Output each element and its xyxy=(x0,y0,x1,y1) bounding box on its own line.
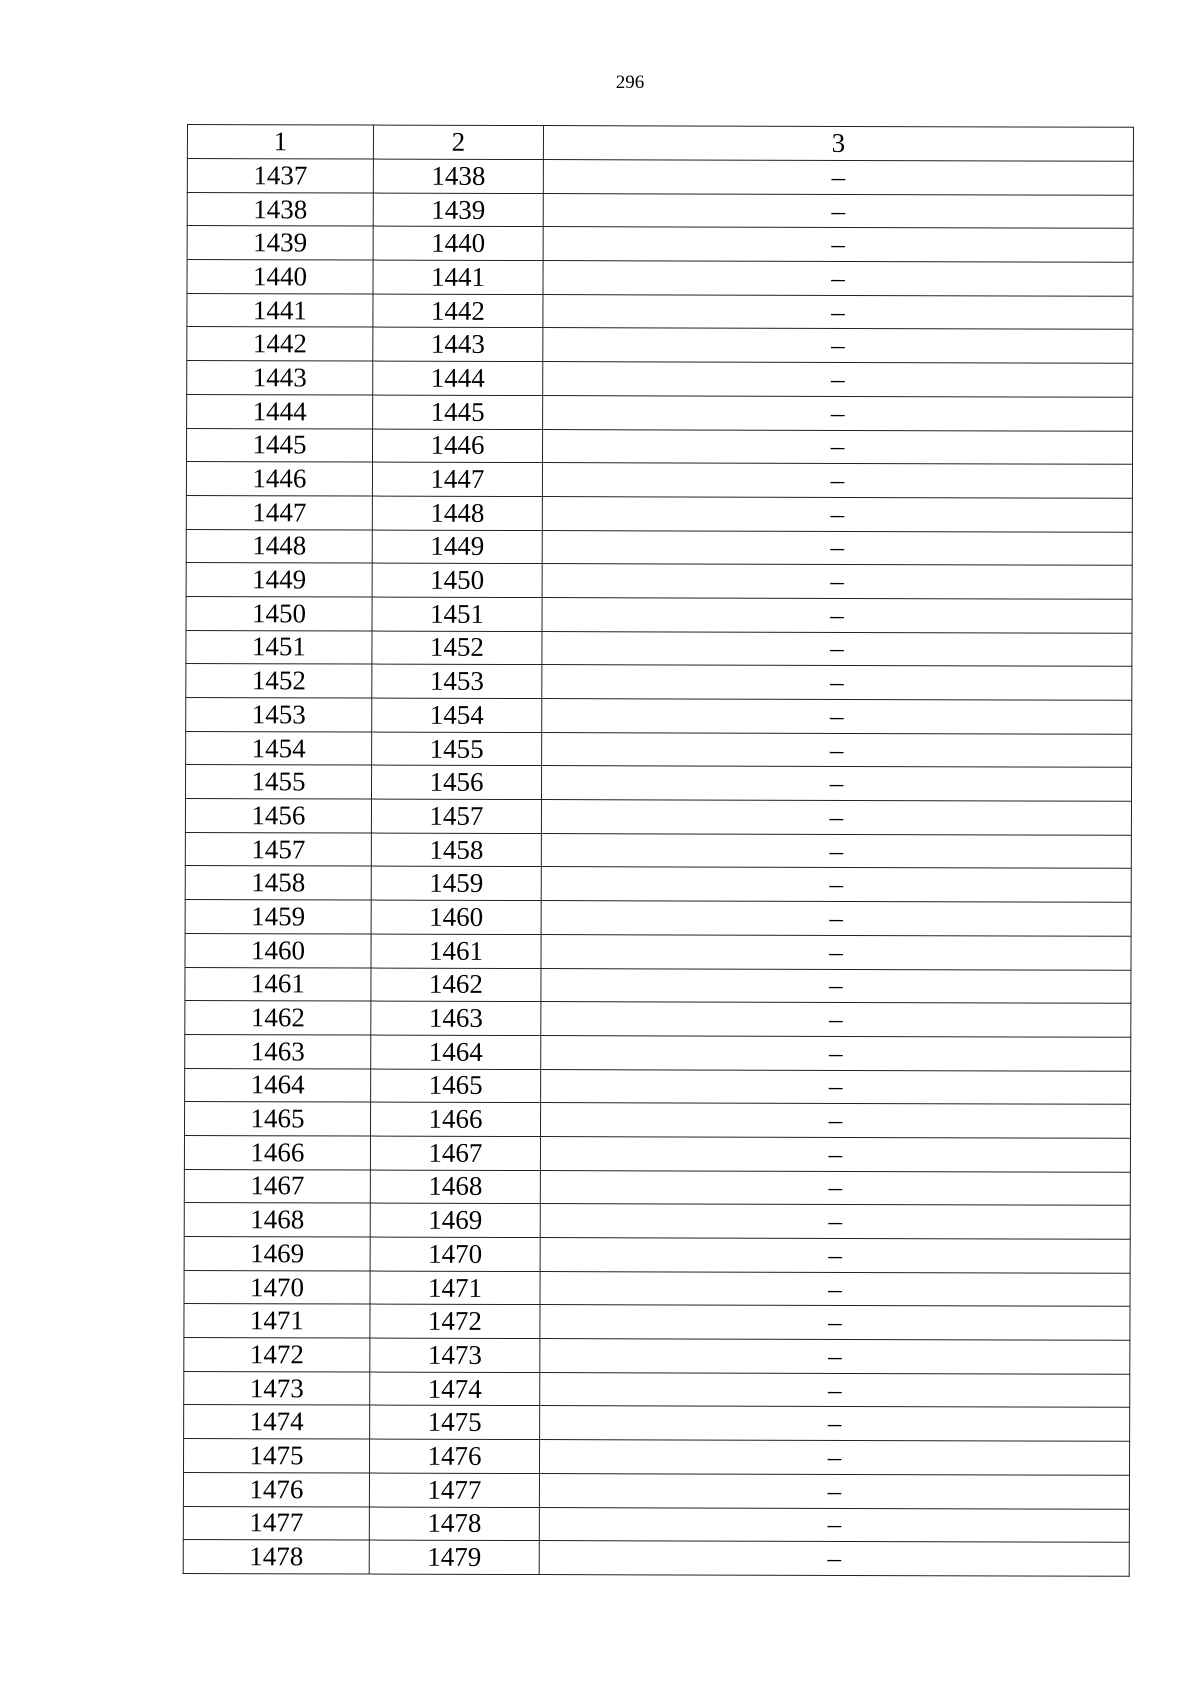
table-cell-col3: – xyxy=(541,1002,1131,1037)
table-body xyxy=(183,159,1133,1577)
table-cell-col3: – xyxy=(543,294,1133,329)
table-cell-col1: 1463 xyxy=(185,1034,371,1068)
table-cell-col1: 1456 xyxy=(185,799,371,833)
table-row xyxy=(183,1472,1129,1508)
table-cell-col3: – xyxy=(542,699,1132,734)
data-table xyxy=(183,124,1134,1577)
table-cell-col1: 1443 xyxy=(187,361,373,395)
table-cell-col1: 1465 xyxy=(184,1102,370,1136)
table-cell-col3: – xyxy=(542,429,1132,464)
table-cell-col1: 1442 xyxy=(187,327,373,361)
table-cell-col1: 1447 xyxy=(186,495,372,529)
table-row xyxy=(185,799,1131,835)
table-cell-col3: – xyxy=(540,1406,1130,1441)
table-cell-col3: – xyxy=(542,631,1132,666)
table-cell-col3: – xyxy=(543,160,1133,195)
table-cell-col1: 1457 xyxy=(185,832,371,866)
table-cell-col2: 1461 xyxy=(371,934,541,968)
table-row xyxy=(187,192,1133,228)
table-cell-col2: 1464 xyxy=(371,1035,541,1069)
table-row xyxy=(184,1203,1130,1239)
table-cell-col1: 1452 xyxy=(186,664,372,698)
table-cell-col3: – xyxy=(543,227,1133,262)
table-cell-col1: 1437 xyxy=(187,159,373,193)
table-row xyxy=(183,1506,1129,1542)
table-row xyxy=(186,495,1132,531)
table-cell-col1: 1438 xyxy=(187,192,373,226)
table-cell-col3: – xyxy=(541,1035,1131,1070)
table-cell-col2: 1438 xyxy=(373,159,543,193)
table-cell-col3: – xyxy=(540,1238,1130,1273)
table-cell-col1: 1477 xyxy=(183,1506,369,1540)
table-cell-col2: 1463 xyxy=(371,1001,541,1035)
table-cell-col3: – xyxy=(541,766,1131,801)
table-cell-col2: 1441 xyxy=(373,260,543,294)
table-row xyxy=(184,1270,1130,1306)
table-cell-col2: 1472 xyxy=(370,1304,540,1338)
table-row xyxy=(187,361,1133,397)
table-cell-col1: 1462 xyxy=(185,1001,371,1035)
table-cell-col2: 1462 xyxy=(371,968,541,1002)
table-cell-col3: – xyxy=(542,732,1132,767)
table-cell-col3: – xyxy=(540,1305,1130,1340)
table-row xyxy=(184,1102,1130,1138)
table-cell-col2: 1459 xyxy=(371,866,541,900)
table-row xyxy=(186,529,1132,565)
page-number: 296 xyxy=(615,72,645,93)
table-row xyxy=(185,933,1131,969)
table-cell-col3: – xyxy=(541,934,1131,969)
table-cell-col1: 1475 xyxy=(183,1439,369,1473)
table-cell-col1: 1440 xyxy=(187,260,373,294)
table-row xyxy=(184,1169,1130,1205)
table-cell-col3: – xyxy=(543,328,1133,363)
table-row xyxy=(183,1540,1129,1576)
table-row xyxy=(186,630,1132,666)
table-cell-col2: 1468 xyxy=(370,1170,540,1204)
table-cell-col1: 1446 xyxy=(186,462,372,496)
header-row xyxy=(187,125,1133,162)
table-row xyxy=(184,1371,1130,1407)
table-row xyxy=(186,563,1132,599)
table-cell-col1: 1444 xyxy=(187,394,373,428)
table-row xyxy=(184,1405,1130,1441)
table-cell-col1: 1464 xyxy=(185,1068,371,1102)
table-cell-col2: 1467 xyxy=(370,1136,540,1170)
table-cell-col3: – xyxy=(542,463,1132,498)
table-cell-col3: – xyxy=(542,564,1132,599)
table-row xyxy=(187,293,1133,329)
table-cell-col2: 1475 xyxy=(370,1405,540,1439)
table-cell-col2: 1454 xyxy=(372,698,542,732)
table-row xyxy=(184,1135,1130,1171)
table-row xyxy=(185,1001,1131,1037)
table-cell-col2: 1457 xyxy=(371,799,541,833)
table-cell-col1: 1445 xyxy=(186,428,372,462)
table-cell-col3: – xyxy=(540,1339,1130,1374)
table-cell-col1: 1473 xyxy=(184,1371,370,1405)
table-row xyxy=(187,159,1133,195)
table-cell-col2: 1450 xyxy=(372,563,542,597)
table-cell-col2: 1446 xyxy=(372,429,542,463)
table-cell-col2: 1453 xyxy=(372,664,542,698)
table-row xyxy=(185,900,1131,936)
table-cell-col3: – xyxy=(539,1473,1129,1508)
table-row xyxy=(187,327,1133,363)
table-row xyxy=(186,664,1132,700)
table-cell-col3: – xyxy=(540,1136,1130,1171)
table-row xyxy=(184,1236,1130,1272)
table-row xyxy=(186,731,1132,767)
table-cell-col1: 1448 xyxy=(186,529,372,563)
table-cell-col3: – xyxy=(540,1204,1130,1239)
table-cell-col1: 1450 xyxy=(186,596,372,630)
table-cell-col2: 1476 xyxy=(369,1439,539,1473)
table-row xyxy=(184,1338,1130,1374)
column-header-2: 2 xyxy=(373,125,543,160)
table-cell-col2: 1465 xyxy=(371,1069,541,1103)
table-cell-col2: 1444 xyxy=(373,361,543,395)
table-row xyxy=(185,1034,1131,1070)
table-cell-col1: 1467 xyxy=(184,1169,370,1203)
table-cell-col1: 1439 xyxy=(187,226,373,260)
table-cell-col3: – xyxy=(541,800,1131,835)
table-cell-col2: 1458 xyxy=(371,833,541,867)
table-cell-col2: 1445 xyxy=(373,395,543,429)
table-row xyxy=(187,226,1133,262)
table-cell-col3: – xyxy=(539,1440,1129,1475)
column-header-1: 1 xyxy=(187,125,373,160)
table-row xyxy=(185,832,1131,868)
table-row xyxy=(186,428,1132,464)
table-cell-col1: 1455 xyxy=(185,765,371,799)
table-cell-col3: – xyxy=(541,968,1131,1003)
table-row xyxy=(185,866,1131,902)
table-cell-col2: 1443 xyxy=(373,327,543,361)
table-row xyxy=(185,967,1131,1003)
table-cell-col1: 1459 xyxy=(185,900,371,934)
table-row xyxy=(185,765,1131,801)
table-cell-col2: 1451 xyxy=(372,597,542,631)
table-cell-col2: 1456 xyxy=(371,765,541,799)
table-cell-col3: – xyxy=(542,496,1132,531)
table-cell-col3: – xyxy=(541,867,1131,902)
table-row xyxy=(185,1068,1131,1104)
table-cell-col2: 1448 xyxy=(372,496,542,530)
table-cell-col2: 1460 xyxy=(371,900,541,934)
table-cell-col2: 1452 xyxy=(372,631,542,665)
table-cell-col1: 1474 xyxy=(184,1405,370,1439)
table-header xyxy=(187,125,1133,162)
table-row xyxy=(186,596,1132,632)
table-cell-col3: – xyxy=(542,597,1132,632)
table-cell-col2: 1477 xyxy=(369,1473,539,1507)
table-row xyxy=(184,1304,1130,1340)
table-cell-col3: – xyxy=(543,362,1133,397)
table-cell-col1: 1461 xyxy=(185,967,371,1001)
table-row xyxy=(187,260,1133,296)
table-cell-col2: 1440 xyxy=(373,226,543,260)
table-cell-col3: – xyxy=(539,1541,1129,1576)
table-cell-col2: 1466 xyxy=(370,1102,540,1136)
table-cell-col3: – xyxy=(542,530,1132,565)
table-cell-col2: 1474 xyxy=(370,1372,540,1406)
table-cell-col3: – xyxy=(543,261,1133,296)
table-cell-col3: – xyxy=(543,395,1133,430)
table-row xyxy=(187,394,1133,430)
table-cell-col2: 1473 xyxy=(370,1338,540,1372)
table-cell-col2: 1479 xyxy=(369,1540,539,1574)
table-cell-col2: 1455 xyxy=(372,732,542,766)
table-cell-col1: 1451 xyxy=(186,630,372,664)
table-cell-col3: – xyxy=(540,1271,1130,1306)
table-cell-col1: 1466 xyxy=(184,1135,370,1169)
table-cell-col1: 1471 xyxy=(184,1304,370,1338)
table-cell-col1: 1478 xyxy=(183,1540,369,1574)
table-cell-col3: – xyxy=(542,665,1132,700)
table-cell-col3: – xyxy=(540,1372,1130,1407)
table-cell-col1: 1476 xyxy=(183,1472,369,1506)
table-cell-col3: – xyxy=(541,833,1131,868)
table-cell-col1: 1470 xyxy=(184,1270,370,1304)
table-cell-col1: 1449 xyxy=(186,563,372,597)
table-cell-col2: 1442 xyxy=(373,294,543,328)
table-cell-col1: 1460 xyxy=(185,933,371,967)
table-cell-col2: 1471 xyxy=(370,1271,540,1305)
table-cell-col2: 1439 xyxy=(373,193,543,227)
table-cell-col2: 1478 xyxy=(369,1507,539,1541)
table-cell-col1: 1469 xyxy=(184,1236,370,1270)
table-cell-col3: – xyxy=(541,1069,1131,1104)
table-cell-col1: 1458 xyxy=(185,866,371,900)
table-cell-col2: 1470 xyxy=(370,1237,540,1271)
table-cell-col1: 1441 xyxy=(187,293,373,327)
table-cell-col3: – xyxy=(540,1103,1130,1138)
table-cell-col1: 1454 xyxy=(186,731,372,765)
table-row xyxy=(186,462,1132,498)
table-row xyxy=(183,1439,1129,1475)
table-cell-col2: 1447 xyxy=(372,462,542,496)
table-cell-col3: – xyxy=(543,193,1133,228)
table-cell-col3: – xyxy=(539,1507,1129,1542)
table-cell-col3: – xyxy=(541,901,1131,936)
column-header-3: 3 xyxy=(543,126,1133,162)
table-cell-col3: – xyxy=(540,1170,1130,1205)
table-cell-col1: 1468 xyxy=(184,1203,370,1237)
table-cell-col1: 1453 xyxy=(186,697,372,731)
table-cell-col2: 1449 xyxy=(372,530,542,564)
table-row xyxy=(186,697,1132,733)
table-cell-col2: 1469 xyxy=(370,1203,540,1237)
table-cell-col1: 1472 xyxy=(184,1338,370,1372)
